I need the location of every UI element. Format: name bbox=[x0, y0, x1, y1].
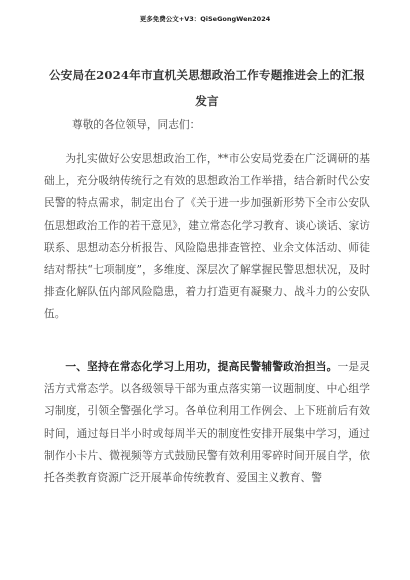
header-note: 更多免费公文+V3：QiSeGongWen2024 bbox=[139, 15, 271, 23]
section-1-body: 一是灵活方式常态学。以各级领导干部为重点落实第一议题制度、中心组学习制度，引领全警强化学习。各单位利用工作例会、上下班前后有效时间，通过每日半小时或每周半天的制度性安排开展集中学习，通过制作小卡片、微视频等方式鼓励民警有效利用零碎时间开展自学，依托各类教育资源广泛开展革命传统教育、爱国主义教育、警 bbox=[44, 360, 370, 485]
document-title: 公安局在2024年市直机关思想政治工作专题推进会上的汇报发言 bbox=[48, 68, 366, 108]
intro-paragraph: 为扎实做好公安思想政治工作，**市公安局党委在广泛调研的基础上，充分吸纳传统行之有效的思想政治工作举措，结合新时代公安民警的特点需求，制定出台了《关于进一步加强新形势下全市公安队伍思想政治工作的若干意见》，建立常态化学习教育、谈心谈话、家访联系、思想动态分析报告、风险隐患排查管控、业余文体活动、师徒结对帮扶“七项制度”，多维度、深层次了解掌握民警思想状况，及时排查化解队伍内部风险隐患，着力打造更有凝聚力、战斗力的公安队伍。 bbox=[44, 152, 370, 321]
section-1-paragraph bbox=[44, 356, 370, 489]
greeting: 尊敬的各位领导，同志们： bbox=[72, 118, 201, 131]
section-1-heading: 一、坚持在常态化学习上用功，提高民警辅警政治担当。 bbox=[65, 360, 338, 373]
